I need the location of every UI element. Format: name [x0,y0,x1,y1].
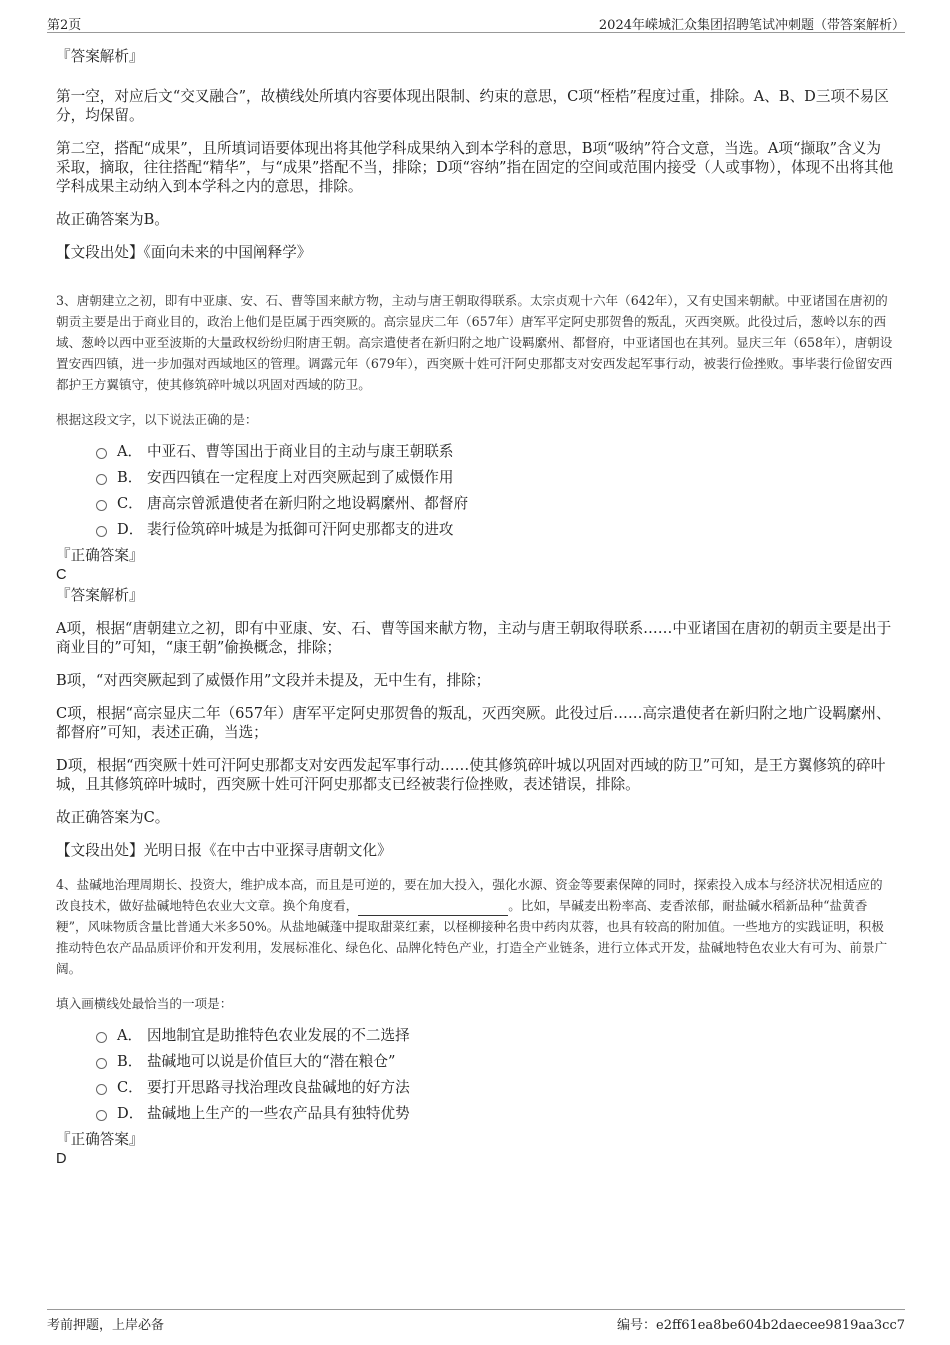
radio-icon[interactable] [96,1058,107,1069]
conclusion: 故正确答案为C。 [56,809,170,826]
document-id: 编号：e2ff61ea8be604b2daecee9819aa3cc7 [617,1318,905,1333]
radio-icon[interactable] [96,448,107,459]
question-passage: 4、盐碱地治理周期长、投资大，维护成本高，而且是可逆的，要在加大投入，强化水源、资金等要素保障的同时，探索投入成本与经济状况相适应的改良技术，做好盐碱地特色农业大文章。换个角度看， 。比如，旱碱麦出粉率高、麦香浓郁，耐盐碱水稻新品种“盐黄香粳”，风味物质含量比普通大米多50%。从盐地碱蓬中提取甜菜红素，以柽柳接种名贵中药肉苁蓉，也具有较高的附加值。一些地方的实践证明，积极推动特色农产品品质评价和开发利用，发展标准化、绿色化、品牌化特色产业，打造全产业链条，进行立体式开发，盐碱地特色农业大有可为、前景广阔。 [56,877,888,976]
option-b[interactable]: B． 盐碱地可以说是价值巨大的“潜在粮仓” [96,1052,894,1071]
page-header [47,12,905,33]
page-footer [47,1309,905,1333]
analysis-paragraph: 第一空，对应后文“交叉融合”，故横线处所填内容要体现出限制、约束的意思，C项“桎梏”程度过重，排除。A、B、D三项不易区分，均保留。 [56,88,889,124]
source-citation: 【文段出处】光明日报《在中古中亚探寻唐朝文化》 [56,842,392,859]
correct-answer-tag: 『正确答案』 [56,547,144,564]
option-b[interactable]: B． 安西四镇在一定程度上对西突厥起到了威慑作用 [96,468,894,487]
options-list [96,442,894,539]
page-content [56,40,894,1169]
footer-slogan: 考前押题，上岸必备 [47,1318,165,1333]
question-passage: 3、唐朝建立之初，即有中亚康、安、石、曹等国来献方物，主动与唐王朝取得联系。太宗贞观十六年（642年），又有史国来朝献。中亚诸国在唐初的朝贡主要是出于商业目的，政治上他们是臣属于西突厥的。高宗显庆二年（657年）唐军平定阿史那贺鲁的叛乱，灭西突厥。此役过后，葱岭以东的西域、葱岭以西中亚至波斯的大量政权纷纷归附唐王朝。高宗遣使者在新归附之地广设羁縻州、都督府，中亚诸国也在其列。显庆三年（658年），唐朝设置安西四镇，进一步加强对西域地区的管理。调露元年（679年），西突厥十姓可汗阿史那都支对安西发起军事行动，被裴行俭挫败。事毕裴行俭留安西都护王方翼镇守，使其修筑碎叶城以巩固对西域的防卫。 [56,293,893,392]
correct-answer: C [56,567,67,583]
option-c[interactable]: C． 唐高宗曾派遣使者在新归附之地设羁縻州、都督府 [96,494,894,513]
radio-icon[interactable] [96,1110,107,1121]
analysis-paragraph: A项，根据“唐朝建立之初，即有中亚康、安、石、曹等国来献方物，主动与唐王朝取得联系……中亚诸国在唐初的朝贡主要是出于商业目的”可知，“康王朝”偷换概念，排除； [56,620,892,656]
question-prompt: 根据这段文字，以下说法正确的是： [56,412,258,427]
option-c[interactable]: C． 要打开思路寻找治理改良盐碱地的好方法 [96,1078,894,1097]
options-list [96,1026,894,1123]
analysis-paragraph: 第二空，搭配“成果”，且所填词语要体现出将其他学科成果纳入到本学科的意思，B项“吸纳”符合文意，当选。A项“撷取”含义为采取，摘取，往往搭配“精华”，与“成果”搭配不当，排除；D项“容纳”指在固定的空间或范围内接受（人或事物），体现不出将其他学科成果主动纳入到本学科之内的意思，排除。 [56,140,894,195]
option-a[interactable]: A． 因地制宜是助推特色农业发展的不二选择 [96,1026,894,1045]
correct-answer: D [56,1151,67,1167]
page-number: 第2页 [47,18,82,33]
analysis-paragraph: B项，“对西突厥起到了威慑作用”文段并未提及，无中生有，排除； [56,672,491,689]
option-d[interactable]: D． 裴行俭筑碎叶城是为抵御可汗阿史那都支的进攻 [96,520,894,539]
option-a[interactable]: A． 中亚石、曹等国出于商业目的主动与康王朝联系 [96,442,894,461]
option-d[interactable]: D． 盐碱地上生产的一些农产品具有独特优势 [96,1104,894,1123]
correct-answer-tag: 『正确答案』 [56,1131,144,1148]
fill-blank [358,901,508,916]
radio-icon[interactable] [96,1084,107,1095]
radio-icon[interactable] [96,1032,107,1043]
radio-icon[interactable] [96,500,107,511]
document-title: 2024年嵘城汇众集团招聘笔试冲刺题（带答案解析） [598,18,905,33]
source-citation: 【文段出处】《面向未来的中国阐释学》 [56,244,312,261]
radio-icon[interactable] [96,474,107,485]
analysis-tag: 『答案解析』 [56,587,144,604]
analysis-paragraph: C项，根据“高宗显庆二年（657年）唐军平定阿史那贺鲁的叛乱，灭西突厥。此役过后……高宗遣使者在新归附之地广设羁縻州、都督府”可知，表述正确，当选； [56,705,891,741]
conclusion: 故正确答案为B。 [56,211,169,228]
analysis-paragraph: D项，根据“西突厥十姓可汗阿史那都支对安西发起军事行动……使其修筑碎叶城以巩固对西域的防卫”可知，是王方翼修筑的碎叶城，且其修筑碎叶城时，西突厥十姓可汗阿史那都支已经被裴行俭挫败，表述错误，排除。 [56,757,886,793]
analysis-tag: 『答案解析』 [56,48,144,65]
question-prompt: 填入画横线处最恰当的一项是： [56,996,233,1011]
radio-icon[interactable] [96,526,107,537]
